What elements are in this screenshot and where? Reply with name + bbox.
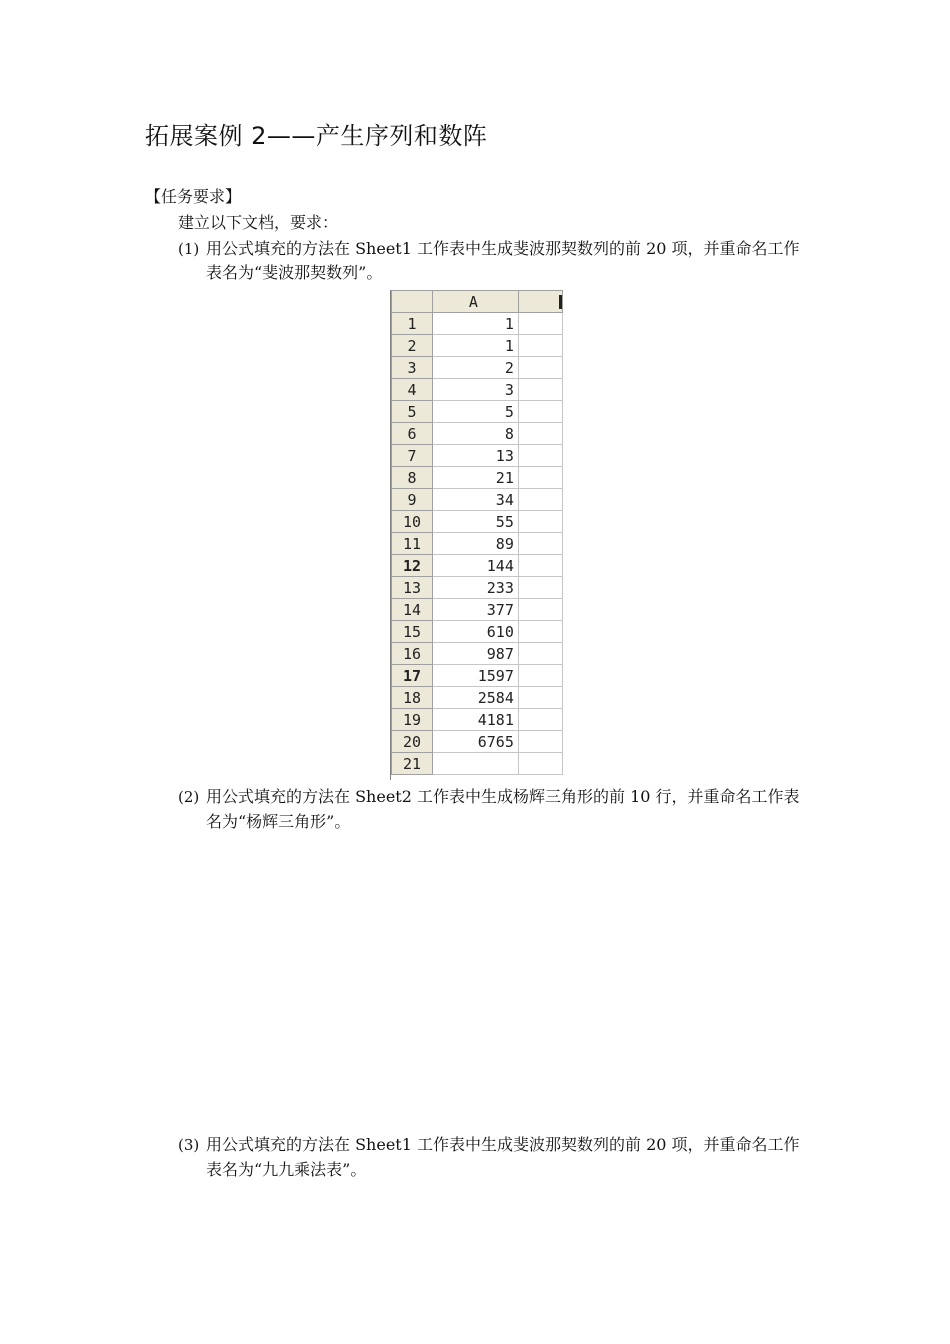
row-header: 14	[392, 599, 433, 621]
cell-b	[518, 357, 562, 379]
table-row	[392, 357, 563, 379]
row-header: 20	[392, 731, 433, 753]
cell-a: 233	[432, 577, 518, 599]
table-row	[392, 709, 563, 731]
table-row	[392, 687, 563, 709]
row-header: 7	[392, 445, 433, 467]
table-row	[392, 401, 563, 423]
table-row	[392, 423, 563, 445]
row-header: 17	[392, 665, 433, 687]
cell-a: 3	[432, 379, 518, 401]
row-header: 4	[392, 379, 433, 401]
cell-b	[518, 467, 562, 489]
table-row	[392, 577, 563, 599]
column-header-row	[392, 291, 563, 313]
task-2-line-2: 名为“杨辉三角形”。	[206, 812, 351, 831]
row-header: 10	[392, 511, 433, 533]
row-header: 9	[392, 489, 433, 511]
row-header: 5	[392, 401, 433, 423]
table-row	[392, 599, 563, 621]
cell-a: 2	[432, 357, 518, 379]
row-header: 21	[392, 753, 433, 775]
table-row	[392, 489, 563, 511]
cell-b	[518, 313, 562, 335]
table-row	[392, 533, 563, 555]
row-header: 2	[392, 335, 433, 357]
task-1-line-2: 表名为“斐波那契数列”。	[206, 263, 383, 282]
cell-b	[518, 643, 562, 665]
cell-b	[518, 335, 562, 357]
cell-b	[518, 489, 562, 511]
spreadsheet-grid	[391, 290, 563, 775]
intro-text: 建立以下文档，要求：	[178, 213, 339, 232]
fibonacci-spreadsheet	[390, 290, 563, 780]
row-header: 18	[392, 687, 433, 709]
table-row	[392, 379, 563, 401]
task-2-line-1: 用公式填充的方法在 Sheet2 工作表中生成杨辉三角形的前 10 行，并重命名工作表	[206, 787, 800, 806]
cell-a: 144	[432, 555, 518, 577]
cell-b	[518, 555, 562, 577]
cell-a: 1	[432, 313, 518, 335]
cell-a: 6765	[432, 731, 518, 753]
cell-a: 5	[432, 401, 518, 423]
cell-b	[518, 731, 562, 753]
row-header: 15	[392, 621, 433, 643]
page-title: 拓展案例 2——产生序列和数阵	[145, 122, 488, 150]
cell-a: 21	[432, 467, 518, 489]
table-row	[392, 753, 563, 775]
select-all-corner	[392, 291, 433, 313]
cell-b	[518, 379, 562, 401]
table-row	[392, 445, 563, 467]
column-header-b	[518, 291, 562, 313]
task-1-line-1: 用公式填充的方法在 Sheet1 工作表中生成斐波那契数列的前 20 项，并重命名工作	[206, 239, 800, 258]
cell-a: 610	[432, 621, 518, 643]
row-header: 1	[392, 313, 433, 335]
task-3-number: (3)	[178, 1136, 200, 1154]
column-header-a: A	[432, 291, 518, 313]
cell-b	[518, 599, 562, 621]
task-1-number: (1)	[178, 240, 200, 258]
table-row	[392, 335, 563, 357]
table-row	[392, 665, 563, 687]
table-row	[392, 621, 563, 643]
cell-a: 8	[432, 423, 518, 445]
table-row	[392, 731, 563, 753]
row-header: 3	[392, 357, 433, 379]
cell-b	[518, 511, 562, 533]
cell-a: 4181	[432, 709, 518, 731]
cell-b	[518, 533, 562, 555]
cell-a: 89	[432, 533, 518, 555]
task-2-number: (2)	[178, 788, 200, 806]
cell-a: 377	[432, 599, 518, 621]
row-header: 6	[392, 423, 433, 445]
cell-b	[518, 577, 562, 599]
cell-b	[518, 753, 562, 775]
table-row	[392, 555, 563, 577]
cell-b	[518, 401, 562, 423]
cell-a: 987	[432, 643, 518, 665]
task-3-line-2: 表名为“九九乘法表”。	[206, 1160, 367, 1179]
row-header: 16	[392, 643, 433, 665]
cell-a	[432, 753, 518, 775]
cell-b	[518, 665, 562, 687]
row-header: 12	[392, 555, 433, 577]
section-heading: 【任务要求】	[145, 187, 242, 206]
row-header: 13	[392, 577, 433, 599]
table-row	[392, 313, 563, 335]
cell-a: 2584	[432, 687, 518, 709]
row-header: 19	[392, 709, 433, 731]
cell-b	[518, 621, 562, 643]
cell-a: 1	[432, 335, 518, 357]
cell-b	[518, 709, 562, 731]
cell-b	[518, 445, 562, 467]
row-header: 8	[392, 467, 433, 489]
cell-a: 1597	[432, 665, 518, 687]
table-row	[392, 643, 563, 665]
cell-b	[518, 423, 562, 445]
task-3-line-1: 用公式填充的方法在 Sheet1 工作表中生成斐波那契数列的前 20 项，并重命名工作	[206, 1135, 800, 1154]
table-row	[392, 511, 563, 533]
cell-a: 13	[432, 445, 518, 467]
row-header: 11	[392, 533, 433, 555]
cell-a: 55	[432, 511, 518, 533]
cell-b	[518, 687, 562, 709]
table-row	[392, 467, 563, 489]
cell-a: 34	[432, 489, 518, 511]
